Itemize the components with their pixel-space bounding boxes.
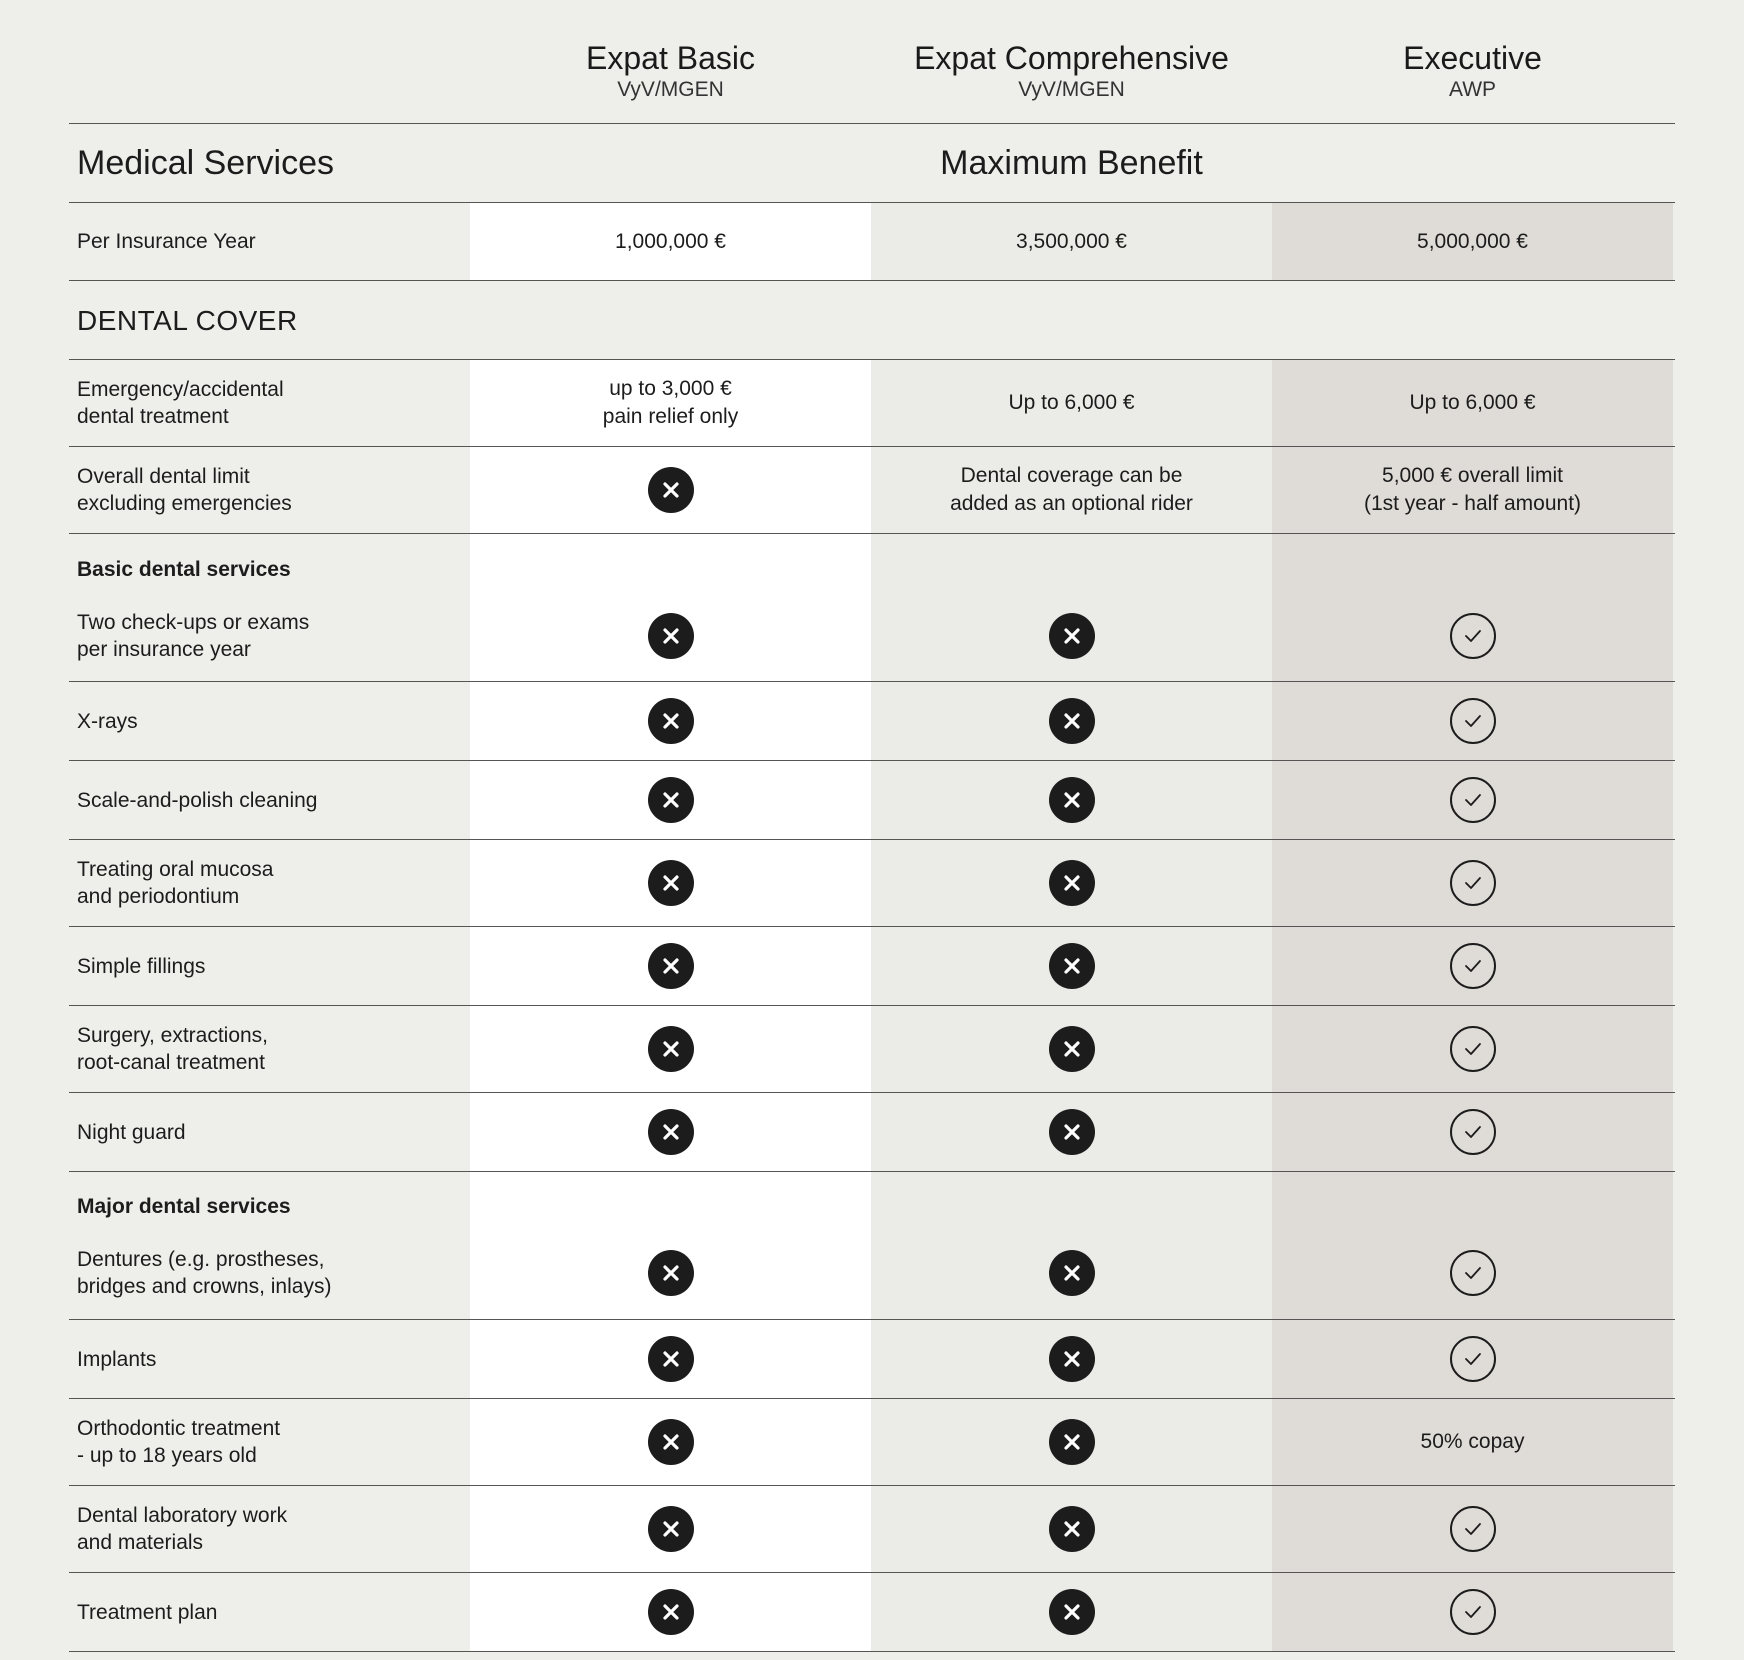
x-circle-icon xyxy=(1049,860,1095,906)
table-row xyxy=(69,682,1675,761)
x-circle-icon xyxy=(648,1336,694,1382)
check-circle-icon xyxy=(1450,1336,1496,1382)
cell-icon xyxy=(871,927,1272,1005)
basic-dental-subheading: Basic dental services xyxy=(77,558,291,581)
table-row xyxy=(69,1486,1675,1573)
cell-icon xyxy=(871,1320,1272,1398)
cell-icon xyxy=(470,840,871,926)
cell-icon xyxy=(871,1093,1272,1171)
cell-icon xyxy=(871,840,1272,926)
check-circle-icon xyxy=(1450,1589,1496,1635)
cell-value: 1,000,000 € xyxy=(615,229,726,253)
plan-name: Executive xyxy=(1403,40,1542,76)
cell-value: 5,000,000 € xyxy=(1417,229,1528,253)
plan-expat-comprehensive xyxy=(871,38,1272,102)
x-circle-icon xyxy=(1049,1506,1095,1552)
x-circle-icon xyxy=(1049,943,1095,989)
row-label: Scale-and-polish cleaning xyxy=(77,788,318,812)
table-row xyxy=(69,360,1675,447)
cell-icon xyxy=(470,1486,871,1572)
x-circle-icon xyxy=(648,1026,694,1072)
cell-icon xyxy=(871,1573,1272,1651)
plan-provider: VyV/MGEN xyxy=(617,78,724,101)
row-label: Dentures (e.g. prostheses, bridges and crowns, inlays) xyxy=(77,1247,332,1298)
cell-icon xyxy=(1272,1573,1673,1651)
table-row xyxy=(69,840,1675,927)
table-row xyxy=(69,1573,1675,1652)
cell-icon xyxy=(1272,761,1673,839)
cell-value: 3,500,000 € xyxy=(1016,229,1127,253)
cell-icon xyxy=(871,590,1272,681)
plan-name: Expat Comprehensive xyxy=(914,40,1229,76)
x-circle-icon xyxy=(1049,777,1095,823)
cell-value: Up to 6,000 € xyxy=(1008,391,1135,414)
cell-icon xyxy=(470,1573,871,1651)
check-circle-icon xyxy=(1450,1026,1496,1072)
row-label: Overall dental limit excluding emergencies xyxy=(77,465,292,515)
table-row xyxy=(69,590,1675,682)
cell-value: Dental coverage can be added as an optional rider xyxy=(950,464,1193,515)
cell-icon xyxy=(1272,927,1673,1005)
row-label: Dental laboratory work and materials xyxy=(77,1504,288,1554)
cell-icon xyxy=(1272,1486,1673,1572)
check-circle-icon xyxy=(1450,777,1496,823)
cell-icon xyxy=(871,761,1272,839)
row-label: Treatment plan xyxy=(77,1600,218,1624)
check-circle-icon xyxy=(1450,943,1496,989)
section-title: DENTAL COVER xyxy=(77,304,298,336)
row-label: Treating oral mucosa and periodontium xyxy=(77,858,274,908)
x-circle-icon xyxy=(648,860,694,906)
x-circle-icon xyxy=(648,698,694,744)
x-circle-icon xyxy=(1049,613,1095,659)
check-circle-icon xyxy=(1450,1250,1496,1296)
table-row xyxy=(69,1226,1675,1320)
x-circle-icon xyxy=(648,777,694,823)
medical-services-header xyxy=(69,124,1675,203)
plan-name: Expat Basic xyxy=(586,40,755,76)
plan-provider: AWP xyxy=(1448,78,1497,101)
table-row xyxy=(69,1320,1675,1399)
cell-icon xyxy=(1272,1006,1673,1092)
x-circle-icon xyxy=(648,1419,694,1465)
check-circle-icon xyxy=(1450,1506,1496,1552)
cell-icon xyxy=(470,1320,871,1398)
cell-icon xyxy=(871,1399,1272,1485)
row-label: Emergency/accidental dental treatment xyxy=(77,378,284,428)
table-row xyxy=(69,1006,1675,1093)
table-row xyxy=(69,927,1675,1006)
row-label: Simple fillings xyxy=(77,954,206,978)
cell-icon xyxy=(470,1226,871,1319)
x-circle-icon xyxy=(648,613,694,659)
row-label: Per Insurance Year xyxy=(77,230,256,253)
cell-icon xyxy=(1272,1093,1673,1171)
cell-icon xyxy=(470,682,871,760)
cell-icon xyxy=(871,1226,1272,1319)
row-label: Night guard xyxy=(77,1120,186,1144)
row-label: Orthodontic treatment - up to 18 years old xyxy=(77,1417,281,1467)
plan-provider: VyV/MGEN xyxy=(1018,78,1125,101)
cell-icon xyxy=(470,1399,871,1485)
x-circle-icon xyxy=(1049,698,1095,744)
cell-icon xyxy=(1272,590,1673,681)
table-row xyxy=(69,447,1675,534)
table-row xyxy=(69,761,1675,840)
major-dental-subheading: Major dental services xyxy=(77,1195,291,1218)
x-circle-icon xyxy=(648,943,694,989)
cell-value: Up to 6,000 € xyxy=(1409,391,1536,414)
cell-icon xyxy=(470,927,871,1005)
cell-value: up to 3,000 € pain relief only xyxy=(602,377,739,428)
dental-cover-header xyxy=(69,281,1675,360)
section-title: Medical Services xyxy=(77,143,334,182)
cell-icon xyxy=(871,682,1272,760)
cell-icon xyxy=(470,761,871,839)
x-circle-icon xyxy=(1049,1109,1095,1155)
cell-icon xyxy=(1272,840,1673,926)
cell-icon xyxy=(470,1093,871,1171)
x-circle-icon xyxy=(1049,1250,1095,1296)
x-circle-icon xyxy=(648,1589,694,1635)
check-circle-icon xyxy=(1450,613,1496,659)
table-row xyxy=(69,1093,1675,1172)
table-row xyxy=(69,203,1675,281)
check-circle-icon xyxy=(1450,1109,1496,1155)
x-circle-icon xyxy=(1049,1419,1095,1465)
x-circle-icon xyxy=(1049,1026,1095,1072)
x-circle-icon xyxy=(1049,1589,1095,1635)
x-circle-icon xyxy=(648,1109,694,1155)
plan-expat-basic xyxy=(470,38,871,102)
check-circle-icon xyxy=(1450,698,1496,744)
cell-icon xyxy=(470,1006,871,1092)
row-label: X-rays xyxy=(77,709,138,733)
maximum-benefit-heading: Maximum Benefit xyxy=(940,144,1203,182)
check-circle-icon xyxy=(1450,860,1496,906)
table-row xyxy=(69,1399,1675,1486)
cell-icon xyxy=(871,1486,1272,1572)
cell-icon xyxy=(1272,1226,1673,1319)
cell-value: 50% copay xyxy=(1420,1430,1525,1453)
plan-header-row xyxy=(69,0,1675,124)
x-circle-icon xyxy=(648,1250,694,1296)
plan-executive xyxy=(1272,38,1673,102)
row-label: Surgery, extractions, root-canal treatment xyxy=(77,1024,269,1074)
row-label: Two check-ups or exams per insurance year xyxy=(77,610,310,661)
cell-icon xyxy=(470,590,871,681)
x-circle-icon xyxy=(1049,1336,1095,1382)
cell-icon xyxy=(1272,682,1673,760)
x-circle-icon xyxy=(648,1506,694,1552)
cell-icon xyxy=(871,1006,1272,1092)
x-circle-icon xyxy=(648,467,694,513)
cell-icon xyxy=(470,447,871,533)
cell-value: 5,000 € overall limit (1st year - half amount) xyxy=(1363,464,1582,515)
cell-icon xyxy=(1272,1320,1673,1398)
row-label: Implants xyxy=(77,1347,157,1371)
